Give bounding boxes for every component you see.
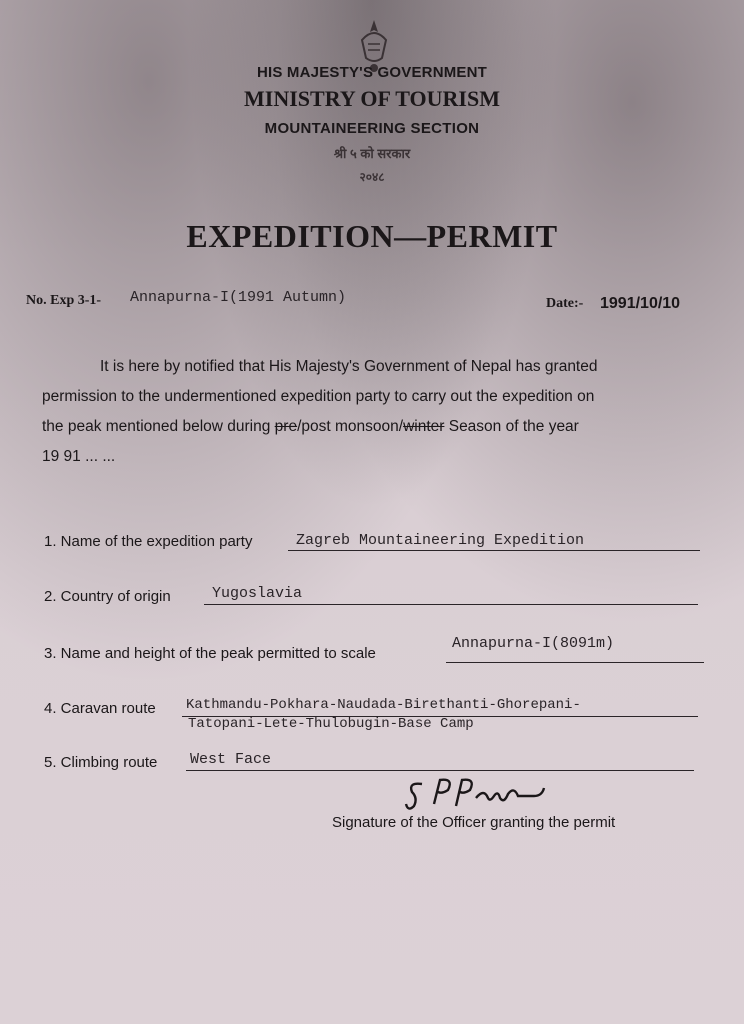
intro-line-3-a: the peak mentioned below during bbox=[42, 418, 275, 435]
item-5-underline bbox=[186, 770, 694, 771]
struck-pre: pre bbox=[274, 418, 298, 435]
intro-paragraph bbox=[42, 352, 702, 472]
page-title: EXPEDITION—PERMIT bbox=[186, 218, 558, 254]
intro-line-3-c: Season of the year bbox=[444, 418, 579, 435]
item-1-label: 1. Name of the expedition party bbox=[44, 533, 253, 550]
permit-number-value: Annapurna-I(1991 Autumn) bbox=[130, 289, 347, 306]
ministry-heading: MINISTRY OF TOURISM bbox=[244, 86, 500, 111]
emblem-year-text: २०४८ bbox=[359, 170, 385, 184]
struck-winter: winter bbox=[403, 418, 445, 435]
item-3-underline bbox=[446, 662, 704, 663]
item-2-label: 2. Country of origin bbox=[44, 588, 171, 605]
permit-number-label: No. Exp 3-1- bbox=[26, 293, 102, 308]
item-4-value-2: Tatopani-Lete-Thulobugin-Base Camp bbox=[188, 716, 474, 732]
item-3-label: 3. Name and height of the peak permitted to scale bbox=[44, 645, 376, 662]
item-3-value: Annapurna-I(8091m) bbox=[452, 635, 615, 652]
date-value: 1991/10/10 bbox=[600, 295, 681, 312]
item-5-label: 5. Climbing route bbox=[44, 754, 158, 771]
date-label: Date:- bbox=[546, 296, 584, 311]
item-5-value: West Face bbox=[190, 751, 272, 768]
item-1-underline bbox=[288, 550, 700, 551]
section-heading: MOUNTAINEERING SECTION bbox=[264, 120, 480, 137]
intro-line-1: It is here by notified that His Majesty's Government of Nepal has granted bbox=[100, 358, 598, 375]
emblem-devanagari-text: श्री ५ को सरकार bbox=[333, 146, 411, 161]
intro-line-3-b: /post monsoon/ bbox=[297, 418, 404, 435]
intro-line-2: permission to the undermentioned expedition party to carry out the expedition on bbox=[42, 388, 595, 405]
item-2-value: Yugoslavia bbox=[212, 585, 303, 602]
item-2-underline bbox=[204, 604, 698, 605]
officer-signature bbox=[404, 774, 554, 816]
signature-caption: Signature of the Officer granting the permit bbox=[332, 814, 616, 831]
intro-line-3 bbox=[42, 412, 702, 442]
item-4-value: Kathmandu-Pokhara-Naudada-Birethanti-Ghorepani- bbox=[186, 697, 581, 713]
intro-line-4: 19 91 ... ... bbox=[42, 448, 116, 465]
item-4-label: 4. Caravan route bbox=[44, 700, 156, 717]
government-heading: HIS MAJESTY'S GOVERNMENT bbox=[256, 64, 488, 81]
item-1-value: Zagreb Mountaineering Expedition bbox=[296, 532, 585, 549]
